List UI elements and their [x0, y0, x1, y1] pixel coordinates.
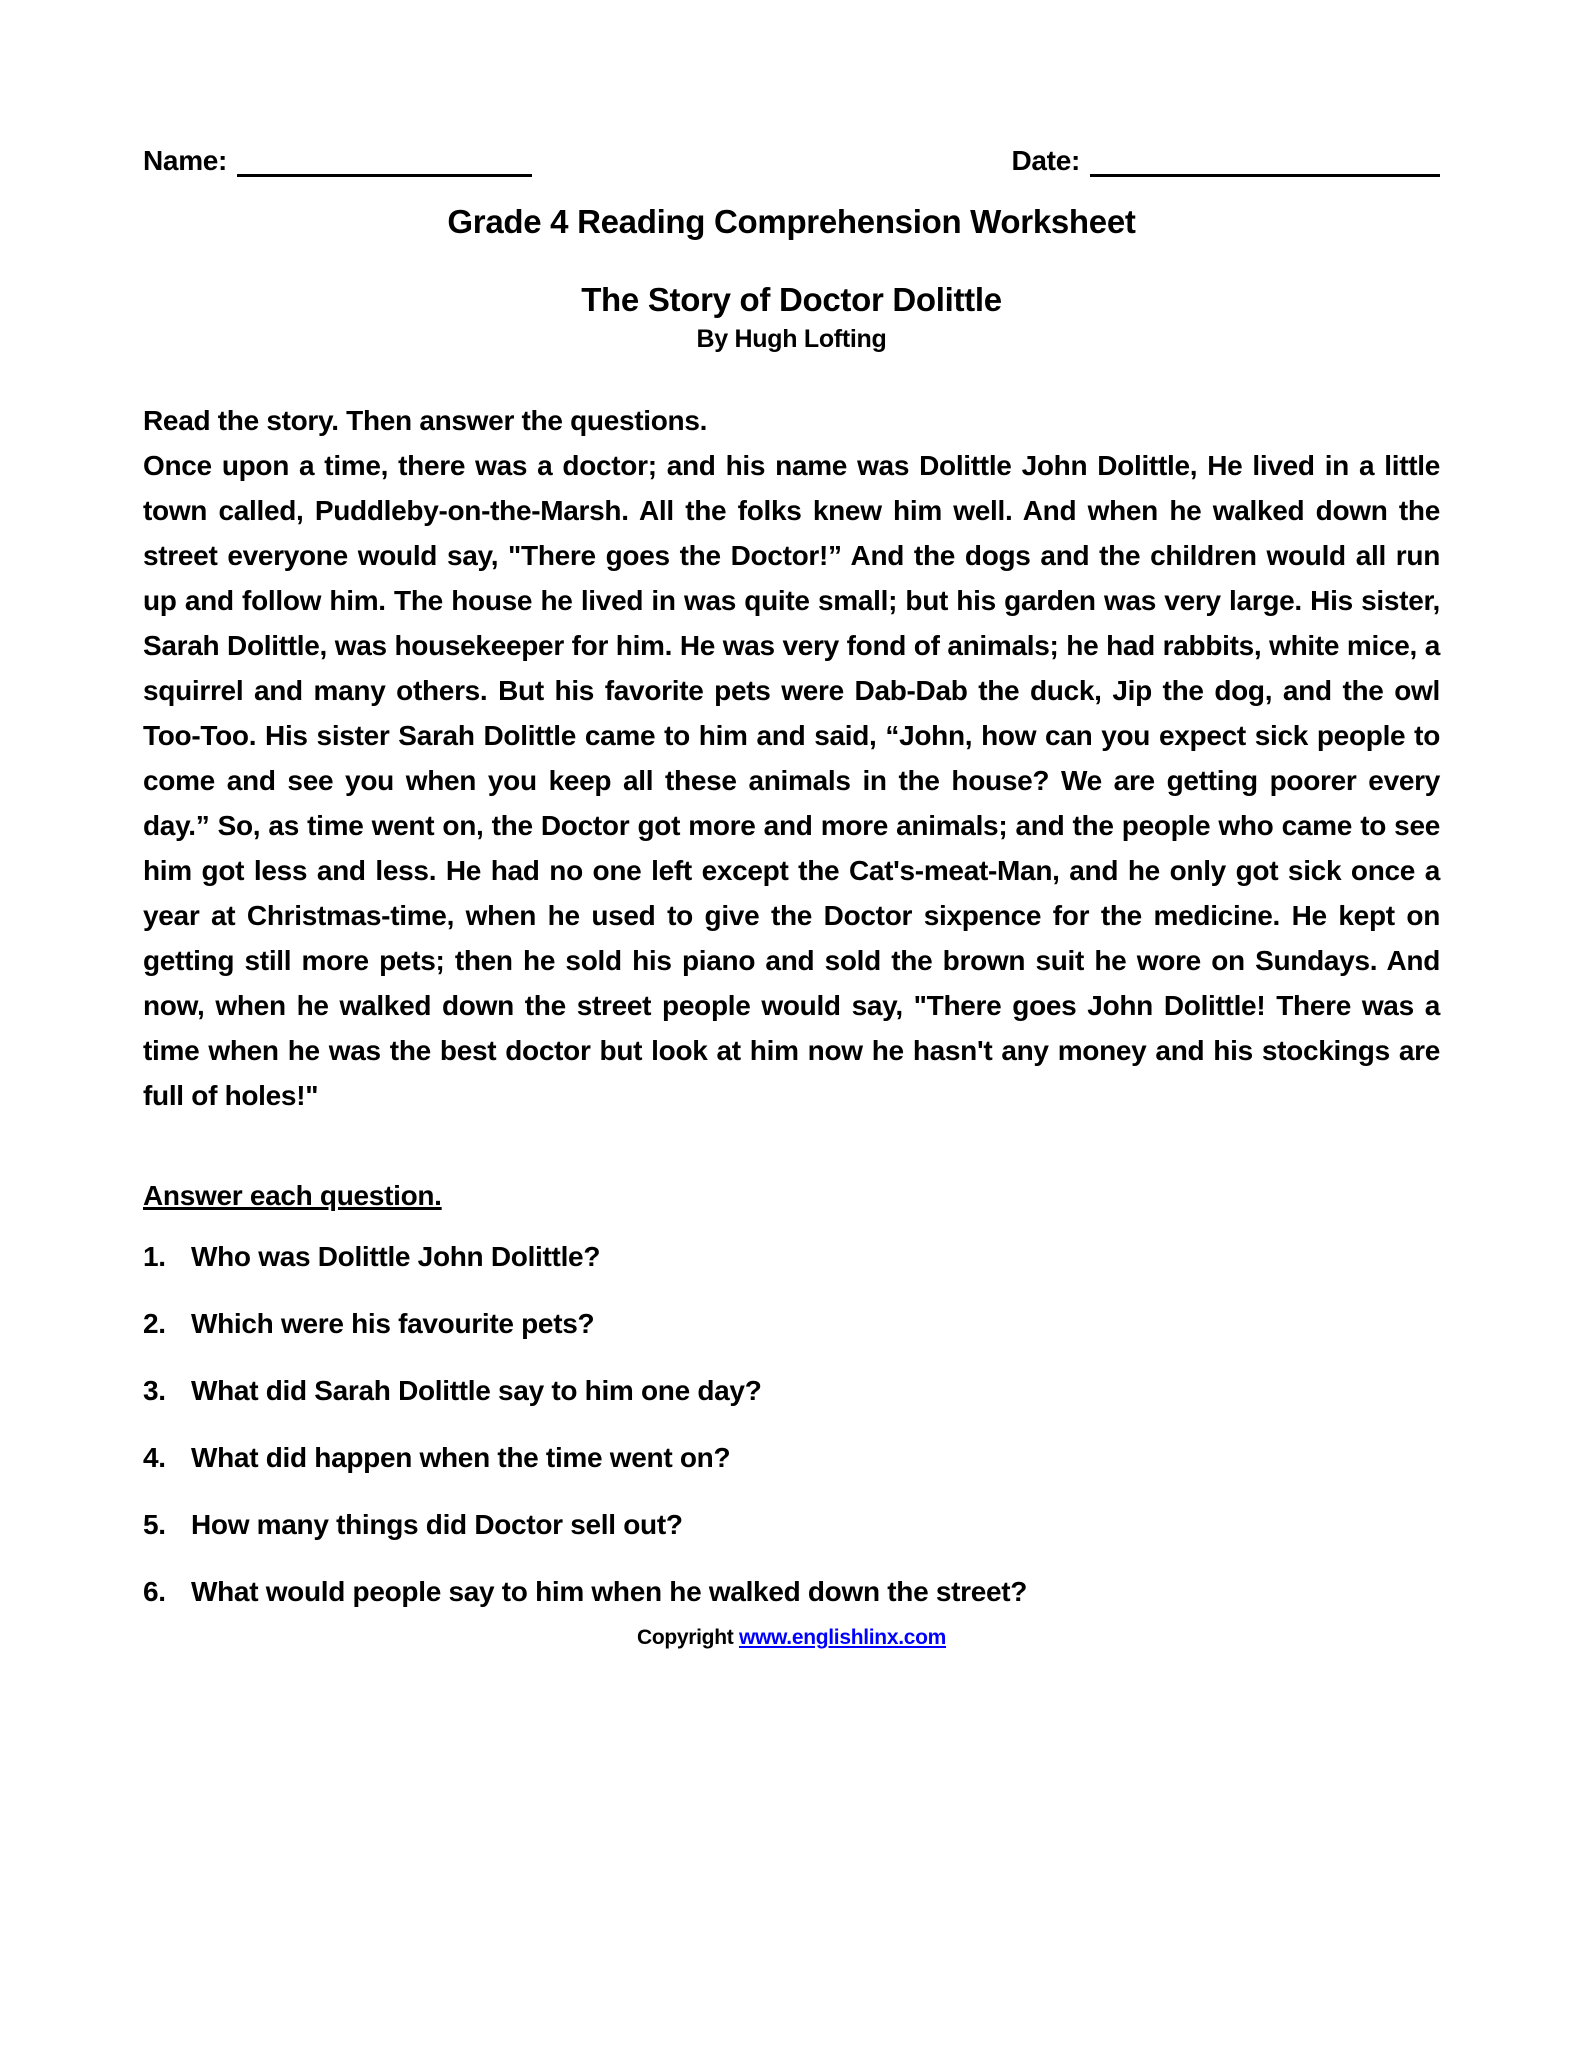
question-text: What did happen when the time went on?: [191, 1442, 731, 1473]
date-blank-line: [1090, 147, 1440, 177]
date-label: Date:: [1011, 145, 1080, 176]
question-number: 4.: [143, 1442, 166, 1473]
question-text: Which were his favourite pets?: [191, 1308, 595, 1339]
question-number: 1.: [143, 1241, 166, 1272]
footer: [143, 1626, 1440, 1650]
copyright-label: Copyright: [636, 1626, 734, 1649]
question-item-1: [143, 1234, 1440, 1279]
question-number: 5.: [143, 1509, 166, 1540]
question-item-4: [143, 1435, 1440, 1480]
question-text: What did Sarah Dolittle say to him one day?: [191, 1375, 762, 1406]
name-blank-line: [237, 147, 532, 177]
question-text: How many things did Doctor sell out?: [191, 1509, 683, 1540]
copyright-link[interactable]: www.englishlinx.com: [738, 1626, 947, 1649]
story-block: [143, 398, 1440, 1118]
question-number: 3.: [143, 1375, 166, 1406]
question-text: Who was Dolittle John Dolittle?: [191, 1241, 601, 1272]
name-label: Name:: [143, 145, 228, 176]
question-number: 2.: [143, 1308, 166, 1339]
date-field: [1011, 145, 1440, 177]
story-byline: By Hugh Lofting: [696, 325, 887, 353]
story-text: Once upon a time, there was a doctor; and his name was Dolittle John Dolittle, He lived in a little town called, Puddleby-on-the-Marsh. All the folks knew him well. And when he walked down the street everyone would say, "There goes the Doctor!” And the dogs and the children would all run up and follow him. The house he lived in was quite small; but his garden was very large. His sister, Sarah Dolittle, was housekeeper for him. He was very fond of animals; he had rabbits, white mice, a squirrel and many others. But his favorite pets were Dab-Dab the duck, Jip the dog, and the owl Too-Too. His sister Sarah Dolittle came to him and said, “John, how can you expect sick people to come and see you when you keep all these animals in the house? We are getting poorer every day.” So, as time went on, the Doctor got more and more animals; and the people who came to see him got less and less. He had no one left except the Cat's-meat-Man, and he only got sick once a year at Christmas-time, when he used to give the Doctor sixpence for the medicine. He kept on getting still more pets; then he sold his piano and sold the brown suit he wore on Sundays. And now, when he walked down the street people would say, "There goes John Dolittle! There was a time when he was the best doctor but look at him now he hasn't any money and his stockings are full of holes!": [143, 450, 1440, 1111]
name-field: [143, 145, 532, 177]
questions-list: [143, 1234, 1440, 1614]
question-item-5: [143, 1502, 1440, 1547]
question-item-6: [143, 1569, 1440, 1614]
worksheet-title: Grade 4 Reading Comprehension Worksheet: [447, 203, 1136, 240]
story-title: The Story of Doctor Dolittle: [581, 281, 1002, 318]
question-text: What would people say to him when he walked down the street?: [191, 1576, 1028, 1607]
instructions-text: Read the story. Then answer the questions.: [143, 405, 708, 436]
question-item-3: [143, 1368, 1440, 1413]
header-row: [143, 145, 1440, 177]
question-number: 6.: [143, 1576, 166, 1607]
answer-heading: Answer each question.: [143, 1180, 442, 1211]
question-item-2: [143, 1301, 1440, 1346]
